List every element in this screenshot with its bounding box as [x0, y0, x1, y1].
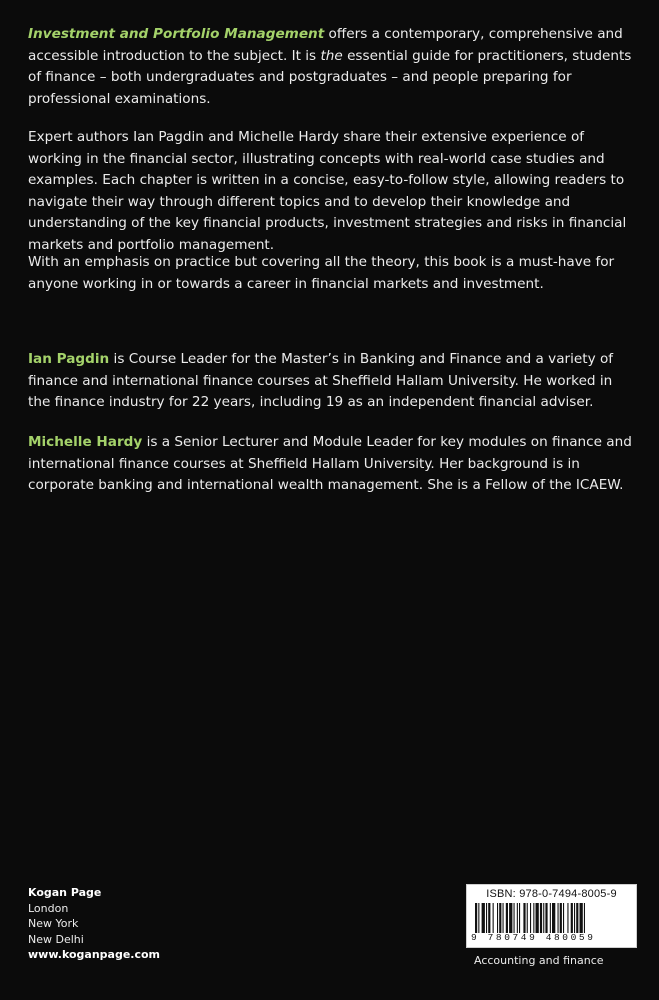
publisher-city-2: New York [28, 917, 79, 930]
barcode-icon [475, 903, 628, 933]
author-bio-2 [28, 432, 638, 497]
isbn-barcode [466, 884, 637, 948]
author-bio-text-1: is Course Leader for the Master’s in Banking and Finance and a variety of finance and international finance courses at Sheffield Hallam University. He worked in the finance industry for 22 years, including 19 as an independent financial adviser. [28, 351, 614, 411]
blurb-text-1a: offers a contemporary, comprehensive and accessible introduction to the subject. It is [28, 26, 623, 64]
author-name-1: Ian Pagdin [28, 351, 110, 367]
blurb-text-1b: essential guide for practitioners, students of finance – both undergraduates and postgraduates – and people preparing for professional examinations. [28, 47, 632, 107]
blurb-emphasis: the [320, 47, 343, 64]
blurb-paragraph-3: With an emphasis on practice but covering all the theory, this book is a must-have for anyone working in or towards a career in financial markets and investment. [28, 254, 615, 292]
author-bio-text-2: is a Senior Lecturer and Module Leader for key modules on finance and international finance courses at Sheffield Hallam University. Her background is in corporate banking and international wealth management. She is a Fellow of the ICAEW. [28, 434, 632, 494]
blurb-paragraph-2: Expert authors Ian Pagdin and Michelle Hardy share their extensive experience of working in the financial sector, illustrating concepts with real-world case studies and examples. Each chapter is written in a concise, easy-to-follow style, allowing readers to navigate their way through different topics and to develop their knowledge and understanding of the key financial products, investment strategies and risks in financial markets and portfolio management. [28, 129, 627, 253]
book-title: Investment and Portfolio Management [28, 26, 325, 42]
publisher-name: Kogan Page [28, 886, 102, 899]
barcode-digits: 9 780749 480059 [471, 932, 596, 943]
blurb-paragraph-1 [28, 24, 638, 110]
author-name-2: Michelle Hardy [28, 434, 143, 450]
publisher-block [28, 885, 160, 963]
category-label: Accounting and finance [474, 954, 604, 967]
author-bio-1 [28, 349, 638, 414]
publisher-city-3: New Delhi [28, 932, 84, 946]
isbn-label: ISBN: 978-0-7494-8005-9 [486, 888, 617, 900]
publisher-city-1: London [28, 901, 69, 915]
publisher-website: www.koganpage.com [28, 948, 161, 961]
